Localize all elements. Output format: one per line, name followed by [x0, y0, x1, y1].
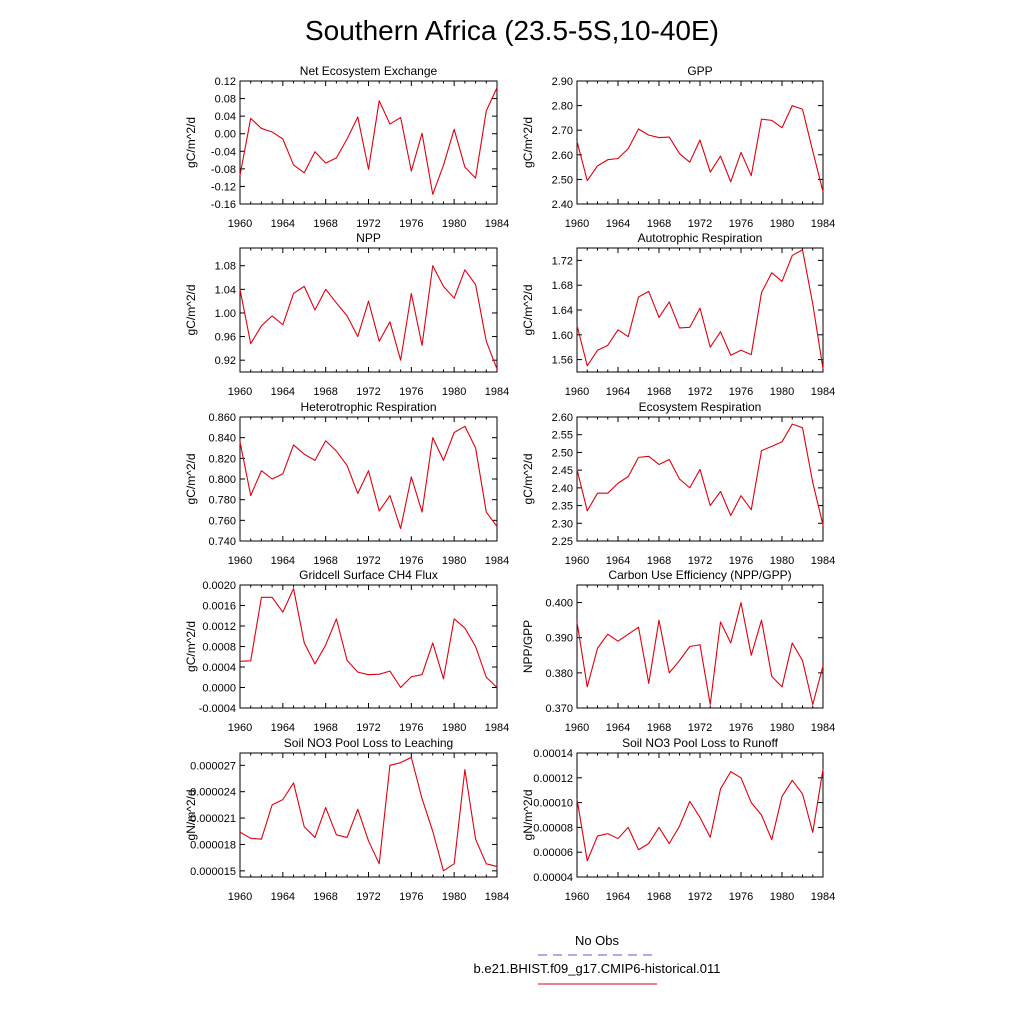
y-tick-label: 0.820 — [208, 453, 236, 466]
x-tick-label: 1960 — [564, 218, 590, 230]
x-tick-label: 1964 — [605, 218, 631, 230]
x-tick-label: 1984 — [484, 891, 510, 903]
y-axis-label: gC/m^2/d — [521, 453, 535, 505]
plot-frame — [240, 585, 497, 708]
panel-autotrophic-respiration — [521, 231, 835, 398]
x-tick-label: 1980 — [441, 386, 467, 398]
y-axis-label: gC/m^2/d — [184, 284, 198, 336]
x-tick-label: 1980 — [769, 386, 795, 398]
x-tick-label: 1980 — [441, 722, 467, 734]
series-line-gridcell-surface-ch4-flux — [240, 589, 497, 688]
x-tick-label: 1960 — [227, 386, 253, 398]
y-tick-label: 0.04 — [214, 111, 236, 124]
legend-label-no-obs: No Obs — [574, 933, 620, 948]
series-line-carbon-use-efficiency-npp-gpp — [577, 603, 823, 705]
y-tick-label: 1.64 — [551, 305, 573, 317]
x-tick-label: 1964 — [605, 386, 631, 398]
x-tick-label: 1960 — [227, 891, 253, 903]
x-tick-label: 1964 — [605, 555, 631, 567]
y-tick-label: 2.60 — [551, 412, 573, 424]
x-tick-label: 1960 — [227, 555, 253, 567]
y-tick-label: 0.08 — [214, 93, 236, 106]
y-tick-label: 0.380 — [545, 667, 573, 680]
y-tick-label: 0.000027 — [190, 760, 236, 773]
y-tick-label: 0.000021 — [190, 813, 236, 826]
y-tick-label: 1.60 — [551, 329, 573, 342]
x-tick-label: 1984 — [810, 386, 836, 398]
panel-title: GPP — [687, 64, 713, 78]
series-line-gpp — [577, 106, 823, 192]
plot-frame — [577, 81, 823, 204]
y-tick-label: -0.04 — [210, 146, 236, 159]
y-tick-label: 2.60 — [551, 149, 573, 162]
y-tick-label: 0.740 — [208, 536, 236, 548]
series-line-heterotrophic-respiration — [240, 426, 497, 528]
y-tick-label: 0.0004 — [202, 662, 236, 674]
plot-frame — [577, 753, 823, 877]
x-tick-label: 1964 — [605, 891, 631, 903]
y-tick-label: 0.00010 — [533, 797, 573, 810]
x-tick-label: 1972 — [356, 891, 381, 903]
y-tick-label: 2.70 — [551, 125, 573, 138]
x-tick-label: 1968 — [313, 555, 338, 567]
panel-net-ecosystem-exchange — [184, 64, 509, 230]
panel-title: Gridcell Surface CH4 Flux — [299, 568, 438, 582]
x-tick-label: 1984 — [484, 722, 510, 734]
y-axis-label: gN/m^2/d — [184, 789, 198, 841]
y-tick-label: 0.92 — [214, 355, 236, 368]
y-tick-label: 2.80 — [551, 100, 573, 113]
x-tick-label: 1976 — [728, 386, 754, 398]
y-tick-label: 1.72 — [551, 255, 573, 268]
x-tick-label: 1976 — [728, 555, 754, 567]
panel-soil-no3-pool-loss-to-leaching — [184, 736, 509, 903]
x-tick-label: 1968 — [313, 386, 338, 398]
x-tick-label: 1968 — [646, 722, 672, 734]
x-tick-label: 1972 — [356, 722, 381, 734]
y-axis-label: gC/m^2/d — [521, 117, 535, 168]
x-tick-label: 1964 — [270, 218, 296, 230]
x-tick-label: 1960 — [564, 722, 590, 734]
x-tick-label: 1984 — [484, 218, 510, 230]
y-tick-label: 0.000024 — [190, 786, 236, 799]
x-tick-label: 1976 — [728, 722, 754, 734]
x-tick-label: 1972 — [356, 555, 381, 567]
y-tick-label: -0.12 — [210, 181, 236, 194]
y-tick-label: -0.0004 — [198, 703, 236, 715]
y-tick-label: 0.00008 — [533, 822, 573, 835]
plot-frame — [240, 248, 497, 372]
x-tick-label: 1960 — [227, 722, 253, 734]
panel-title: Carbon Use Efficiency (NPP/GPP) — [608, 568, 792, 582]
panel-title: Soil NO3 Pool Loss to Runoff — [622, 736, 778, 750]
y-tick-label: 1.68 — [551, 280, 573, 293]
y-tick-label: 2.30 — [551, 518, 573, 531]
panel-title: Autotrophic Respiration — [637, 231, 763, 245]
panel-title: Soil NO3 Pool Loss to Leaching — [283, 736, 454, 750]
y-tick-label: 2.35 — [551, 500, 573, 513]
x-tick-label: 1964 — [605, 722, 631, 734]
x-tick-label: 1968 — [313, 218, 338, 230]
y-tick-label: 2.25 — [551, 536, 573, 548]
y-tick-label: 0.00012 — [533, 772, 573, 785]
series-line-autotrophic-respiration — [577, 250, 823, 369]
x-tick-label: 1976 — [399, 891, 424, 903]
y-tick-label: 0.370 — [545, 703, 573, 715]
y-axis-label: gN/m^2/d — [521, 789, 535, 841]
x-tick-label: 1976 — [728, 891, 754, 903]
panel-soil-no3-pool-loss-to-runoff — [521, 736, 835, 903]
y-tick-label: 0.840 — [208, 432, 236, 445]
x-tick-label: 1960 — [564, 891, 590, 903]
panel-npp — [184, 231, 509, 398]
y-tick-label: 0.000018 — [190, 839, 236, 852]
y-tick-label: -0.08 — [210, 163, 236, 176]
x-tick-label: 1968 — [313, 722, 338, 734]
x-tick-label: 1984 — [484, 555, 510, 567]
x-tick-label: 1964 — [270, 555, 296, 567]
x-tick-label: 1984 — [484, 386, 510, 398]
x-tick-label: 1976 — [399, 555, 424, 567]
y-tick-label: 2.55 — [551, 429, 573, 442]
series-line-npp — [240, 266, 497, 369]
x-tick-label: 1964 — [270, 722, 296, 734]
x-tick-label: 1980 — [769, 555, 795, 567]
y-axis-label: gC/m^2/d — [184, 621, 198, 672]
x-tick-label: 1960 — [227, 218, 253, 230]
x-tick-label: 1968 — [646, 386, 672, 398]
x-tick-label: 1980 — [769, 891, 795, 903]
y-tick-label: 1.08 — [214, 260, 236, 273]
y-tick-label: 0.0012 — [202, 621, 236, 633]
y-tick-label: 0.860 — [208, 412, 236, 424]
x-tick-label: 1968 — [646, 555, 672, 567]
legend-label-model: b.e21.BHIST.f09_g17.CMIP6-historical.011 — [473, 961, 721, 976]
x-tick-label: 1972 — [356, 218, 381, 230]
x-tick-label: 1984 — [810, 555, 836, 567]
plot-frame — [240, 753, 497, 877]
x-tick-label: 1976 — [728, 218, 754, 230]
panel-gpp — [521, 64, 835, 230]
x-tick-label: 1972 — [687, 218, 713, 230]
y-tick-label: 0.96 — [214, 331, 236, 344]
y-tick-label: 1.56 — [551, 354, 573, 367]
y-tick-label: 2.40 — [551, 199, 573, 211]
y-tick-label: 0.00 — [214, 128, 236, 141]
legend — [474, 933, 721, 984]
x-tick-label: 1980 — [769, 218, 795, 230]
x-tick-label: 1972 — [687, 722, 713, 734]
y-axis-label: gC/m^2/d — [184, 453, 198, 505]
y-axis-label: gC/m^2/d — [184, 117, 198, 168]
y-axis-label: NPP/GPP — [521, 619, 535, 674]
y-tick-label: 0.780 — [208, 494, 236, 507]
panel-gridcell-surface-ch4-flux — [184, 568, 509, 734]
x-tick-label: 1960 — [564, 386, 590, 398]
x-tick-label: 1968 — [646, 891, 672, 903]
x-tick-label: 1984 — [810, 722, 836, 734]
x-tick-label: 1960 — [564, 555, 590, 567]
y-tick-label: 2.90 — [551, 76, 573, 88]
panel-ecosystem-respiration — [521, 400, 835, 567]
x-tick-label: 1972 — [687, 555, 713, 567]
x-tick-label: 1972 — [687, 386, 713, 398]
x-tick-label: 1980 — [769, 722, 795, 734]
figure-title: Southern Africa (23.5-5S,10-40E) — [304, 15, 720, 46]
y-tick-label: 2.50 — [551, 174, 573, 187]
x-tick-label: 1976 — [399, 722, 424, 734]
y-tick-label: 0.000015 — [190, 865, 236, 878]
x-tick-label: 1964 — [270, 386, 296, 398]
y-tick-label: 0.00004 — [533, 872, 573, 884]
x-tick-label: 1972 — [356, 386, 381, 398]
y-tick-label: 0.400 — [545, 597, 573, 610]
y-tick-label: 0.0020 — [202, 580, 236, 592]
y-tick-label: 0.00006 — [533, 847, 573, 860]
series-line-net-ecosystem-exchange — [240, 88, 497, 195]
panel-title: Ecosystem Respiration — [638, 400, 762, 414]
x-tick-label: 1968 — [646, 218, 672, 230]
y-tick-label: 0.0008 — [202, 641, 236, 654]
x-tick-label: 1980 — [441, 555, 467, 567]
y-tick-label: 0.00014 — [533, 748, 573, 760]
y-tick-label: 0.0000 — [202, 682, 236, 695]
x-tick-label: 1968 — [313, 891, 338, 903]
x-tick-label: 1976 — [399, 386, 424, 398]
series-line-soil-no3-pool-loss-to-runoff — [577, 769, 823, 861]
panel-title: Net Ecosystem Exchange — [299, 64, 438, 78]
x-tick-label: 1976 — [399, 218, 424, 230]
y-axis-label: gC/m^2/d — [521, 284, 535, 336]
y-tick-label: 2.50 — [551, 447, 573, 460]
panel-title: NPP — [356, 231, 381, 245]
y-tick-label: 0.12 — [214, 76, 236, 88]
panel-heterotrophic-respiration — [184, 400, 509, 567]
plot-frame — [240, 417, 497, 541]
y-tick-label: 0.390 — [545, 632, 573, 645]
y-tick-label: 0.760 — [208, 515, 236, 528]
x-tick-label: 1984 — [810, 218, 836, 230]
panel-carbon-use-efficiency-npp-gpp — [521, 568, 835, 734]
x-tick-label: 1980 — [441, 218, 467, 230]
panel-title: Heterotrophic Respiration — [300, 400, 437, 414]
x-tick-label: 1984 — [810, 891, 836, 903]
x-tick-label: 1980 — [441, 891, 467, 903]
y-tick-label: 0.0016 — [202, 600, 236, 613]
y-tick-label: 1.04 — [214, 284, 236, 297]
y-tick-label: -0.16 — [210, 199, 236, 211]
y-tick-label: 0.800 — [208, 474, 236, 486]
x-tick-label: 1964 — [270, 891, 296, 903]
panels — [184, 64, 835, 903]
y-tick-label: 1.00 — [214, 307, 236, 320]
series-line-ecosystem-respiration — [577, 424, 823, 525]
series-line-soil-no3-pool-loss-to-leaching — [240, 757, 497, 870]
y-tick-label: 2.45 — [551, 465, 573, 478]
y-tick-label: 2.40 — [551, 482, 573, 495]
x-tick-label: 1972 — [687, 891, 713, 903]
